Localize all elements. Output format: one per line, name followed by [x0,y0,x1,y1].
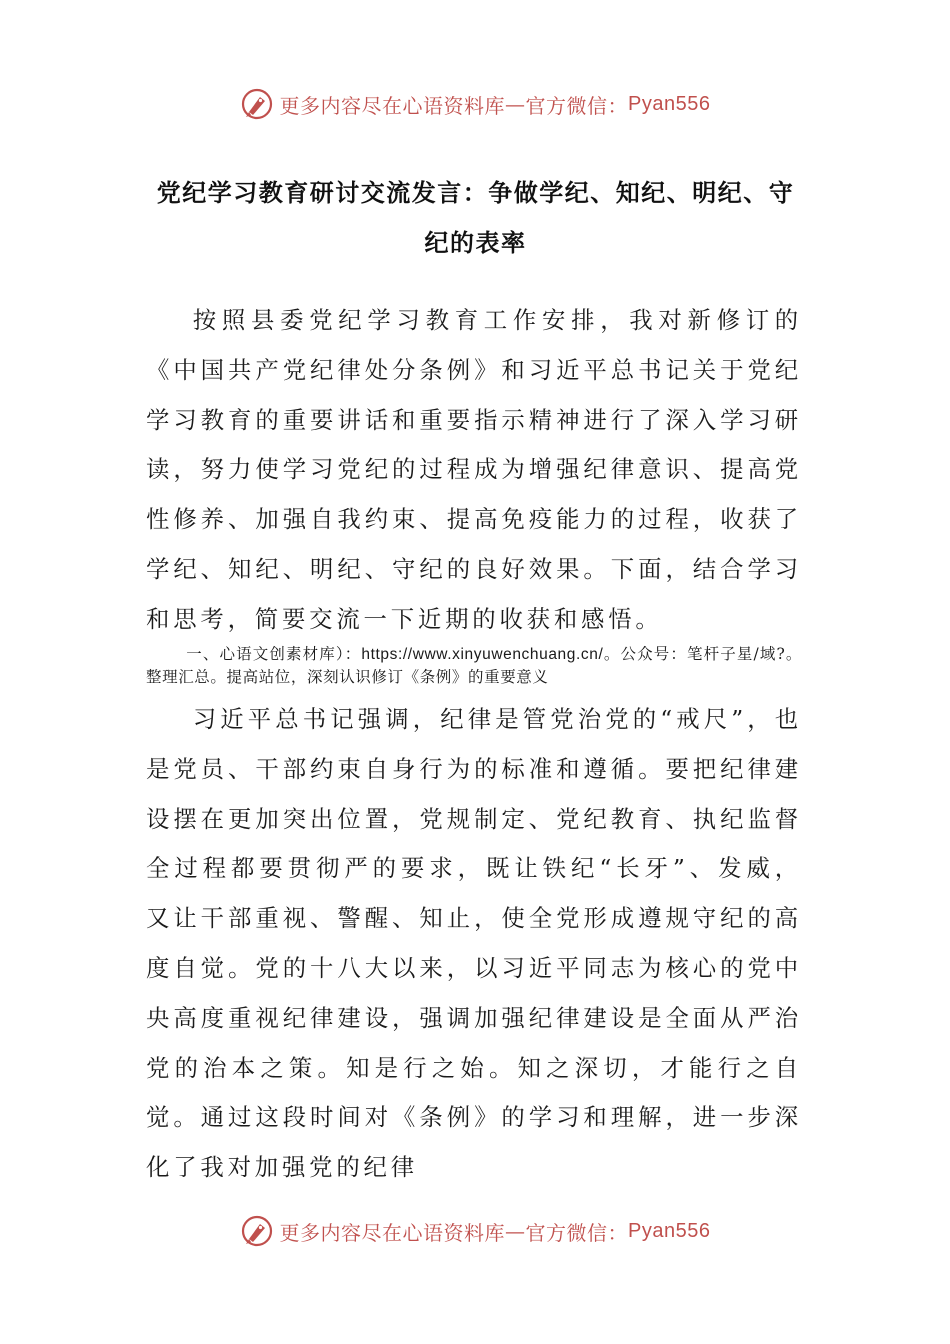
banner-wechat-label: 官方微信： [525,93,629,118]
document-title: 党纪学习教育研讨交流发言：争做学纪、知纪、明纪、守纪的表率 [156,178,795,257]
paragraph-intro: 按照县委党纪学习教育工作安排，我对新修订的《中国共产党纪律处分条例》和习近平总书记关于党纪学习教育的重要讲话和重要指示精神进行了深入学习研读，努力使学习党纪的过程成为增强纪律意识、提高党性修养、加强自我约束、提高免疫能力的过程，收获了学纪、知纪、明纪、守纪的良好效果。下面，结合学习和思考，简要交流一下近期的收获和感悟。 [146,306,802,633]
paragraph-body: 习近平总书记强调，纪律是管党治党的“戒尺”，也是党员、干部约束自身行为的标准和遵循。要把纪律建设摆在更加突出位置，党规制定、党纪教育、执纪监督全过程都要贯彻严的要求，既让铁纪“长牙”、发威，又让干部重视、警醒、知止，使全党形成遵规守纪的高度自觉。党的十八大以来，以习近平同志为核心的党中央高度重视纪律建设，强调加强纪律建设是全面从严治党的治本之策。知是行之始。知之深切，才能行之自觉。通过这段时间对《条例》的学习和理解，进一步深化了我对加强党的纪律 [146,705,802,1182]
header-banner [0,84,950,124]
note-url: https://www.xinyuwenchuang.cn/ [361,646,604,663]
note-text-before: 一、心语文创素材库）： [186,645,362,663]
pen-nib-logo-icon [240,1214,274,1248]
banner-dash: — [505,1219,526,1243]
banner-wechat-label: 官方微信： [525,1220,629,1245]
banner-text: 更多内容尽在心语资料库 [279,93,506,118]
section-heading-note [146,643,802,688]
banner-wechat-id: Pyan556 [628,92,711,115]
banner-text: 更多内容尽在心语资料库 [279,1220,506,1245]
note-text-after: 。公众号：笔杆子星/域?。整理汇总。提高站位，深刻认识修订《条例》的重要意义 [146,645,802,686]
pen-nib-logo-icon [240,87,274,121]
footer-banner [0,1211,950,1251]
banner-dash: — [505,92,526,116]
banner-wechat-id: Pyan556 [628,1219,711,1242]
